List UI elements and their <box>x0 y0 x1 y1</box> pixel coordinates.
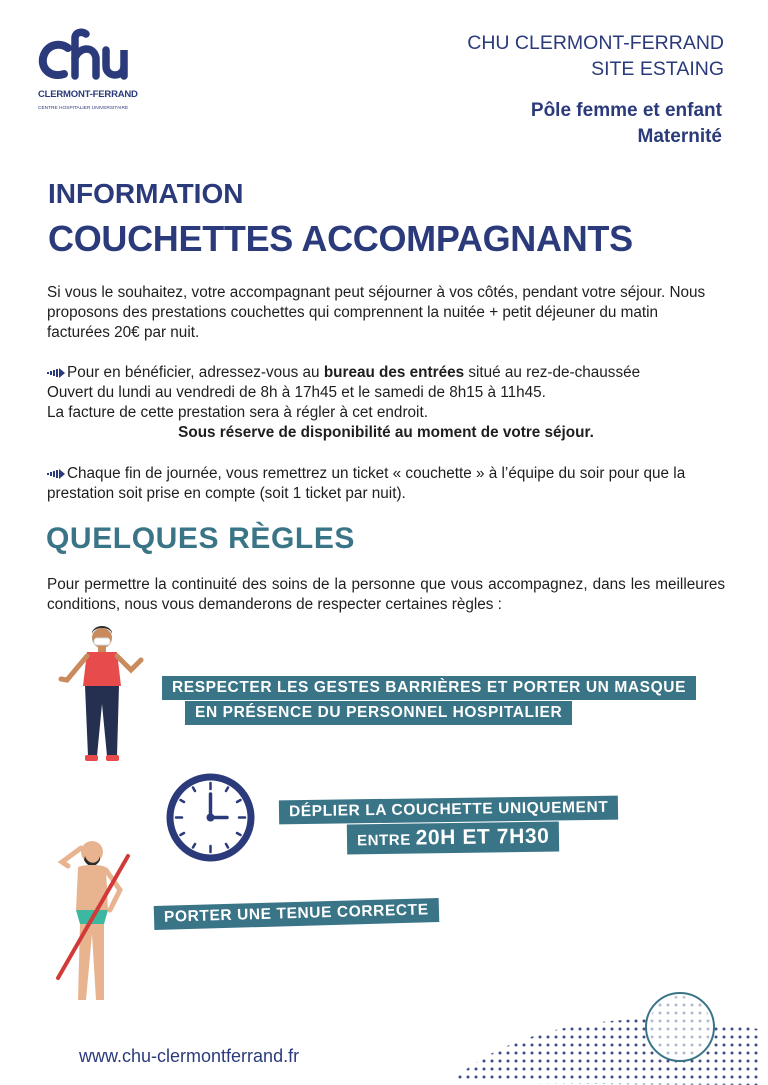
rule1-banner-line2: EN PRÉSENCE DU PERSONNEL HOSPITALIER <box>185 701 572 725</box>
website-url[interactable]: www.chu-clermontferrand.fr <box>79 1046 300 1066</box>
rules-intro: Pour permettre la continuité des soins de la personne que vous accompagnez, dans les meilleures conditions, nous vous demanderons de respecter certaines règles : <box>47 576 725 613</box>
logo-line2: CENTRE HOSPITALIER UNIVERSITAIRE <box>38 106 129 111</box>
info-line <box>47 363 725 383</box>
rules-heading: QUELQUES RÈGLES <box>46 522 356 555</box>
title-info: INFORMATION <box>48 178 244 209</box>
availability-note: Sous réserve de disponibilité au moment de votre séjour. <box>178 424 594 441</box>
rule2-entre: ENTRE <box>356 831 416 850</box>
billing-note: La facture de cette prestation sera à régler à cet endroit. <box>47 404 428 421</box>
logo-line1: CLERMONT-FERRAND <box>38 89 138 100</box>
department <box>531 98 722 150</box>
clock-icon <box>163 770 258 865</box>
rule2-banner-line2 <box>347 822 560 855</box>
info-lead: Pour en bénéficier, adressez-vous au <box>67 364 324 381</box>
ticket-text: Chaque fin de journée, vous remettrez un ticket « couchette » à l’équipe du soir pour que la prestation soit prise en compte (soit 1 ticket par nuit). <box>47 465 686 502</box>
org-name: CHU CLERMONT-FERRAND <box>467 32 724 54</box>
intro-paragraph: Si vous le souhaitez, votre accompagnant peut séjourner à vos côtés, pendant votre séjour. Nous proposons des prestations couchettes qui comprennent la nuitée + petit déjeuner du matin facturées 20€ par nuit. <box>47 284 706 341</box>
rule2-banner-line1: DÉPLIER LA COUCHETTE UNIQUEMENT <box>279 796 619 825</box>
arrow-bullet-icon <box>47 469 65 479</box>
rule1-banner-line1: RESPECTER LES GESTES BARRIÈRES ET PORTER UN MASQUE <box>162 676 696 700</box>
masked-person-illustration <box>55 624 150 766</box>
shirtless-person-illustration <box>48 838 136 1013</box>
arrow-bullet-icon <box>47 368 65 378</box>
opening-hours: Ouvert du lundi au vendredi de 8h à 17h45 et le samedi de 8h15 à 11h45. <box>47 384 546 401</box>
rule2-hours: 20H ET 7H30 <box>415 824 550 850</box>
decorative-dots <box>440 985 768 1085</box>
info-bureau: bureau des entrées <box>323 364 465 381</box>
hospital-site <box>467 30 724 82</box>
site-name: SITE ESTAING <box>591 58 724 80</box>
ticket-paragraph <box>47 464 725 504</box>
chu-wordmark <box>38 28 138 86</box>
info-tail: situé au rez-de-chaussée <box>464 364 641 381</box>
page-title: COUCHETTES ACCOMPAGNANTS <box>48 218 633 259</box>
chu-logo <box>38 28 148 120</box>
pole-name: Pôle femme et enfant <box>530 100 722 121</box>
rule3-banner: PORTER UNE TENUE CORRECTE <box>154 898 439 930</box>
service-name: Maternité <box>637 126 722 147</box>
info-paragraph <box>47 363 725 443</box>
